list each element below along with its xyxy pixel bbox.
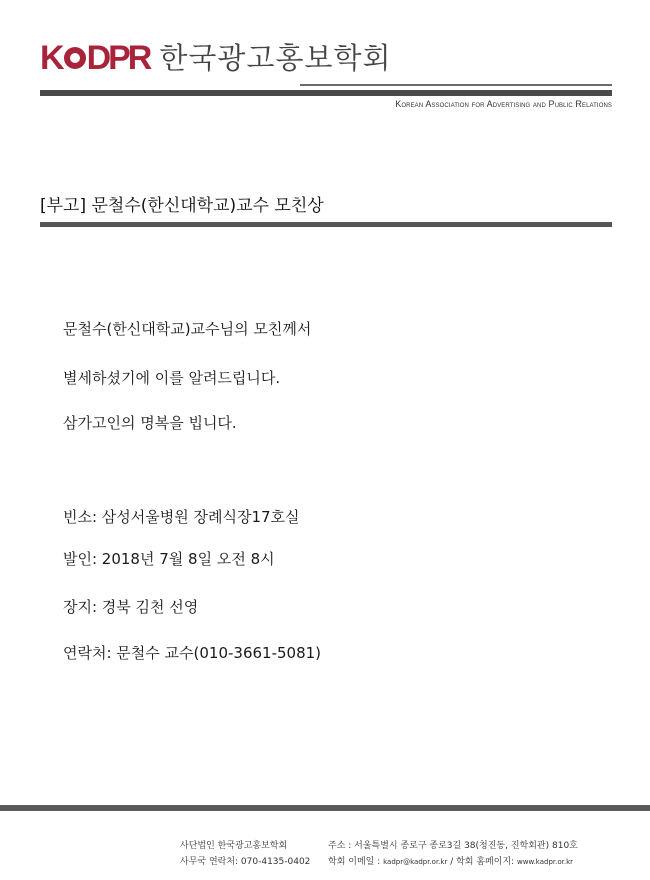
- logo-letters-pr: PR: [108, 39, 150, 77]
- funeral-hall: 빈소: 삼성서울병원 장례식장17호실: [63, 508, 300, 526]
- logo-letter-k: K: [40, 39, 62, 77]
- org-name-english: Korean Association for Advertising and Public Relations: [395, 99, 612, 109]
- footer-divider: [0, 805, 650, 811]
- logo-letter-d: D: [86, 39, 109, 77]
- footer-address: 주소 : 서울특별시 종로구 종로3길 38(청진동, 진학회관) 810호: [328, 841, 578, 851]
- footer-homepage-link[interactable]: www.kadpr.or.kr: [517, 858, 574, 866]
- header-divider-thin: [300, 84, 612, 86]
- notice-line-2: 별세하셨기에 이를 알려드립니다.: [63, 369, 281, 387]
- burial-place: 장지: 경북 김천 선영: [63, 598, 199, 616]
- funeral-procession: 발인: 2018년 7월 8일 오전 8시: [63, 550, 275, 568]
- header-divider: [40, 90, 612, 96]
- footer-email-label: 학회 이메일 :: [328, 857, 381, 867]
- footer-homepage-label: / 학회 홈페이지:: [450, 857, 515, 867]
- kadpr-logo: [40, 38, 391, 78]
- footer-phone: 사무국 연락처: 070-4135-0402: [180, 857, 311, 867]
- notice-line-1: 문철수(한신대학교)교수님의 모친께서: [63, 320, 312, 338]
- org-name-korean: 한국광고홍보학회: [159, 41, 392, 75]
- footer-corp-name: 사단법인 한국광고홍보학회: [180, 841, 288, 851]
- logo-ring-icon: [64, 47, 86, 69]
- title-divider: [40, 222, 612, 227]
- footer: [180, 838, 578, 870]
- notice-title: [부고] 문철수(한신대학교)교수 모친상: [40, 196, 324, 216]
- footer-email-link[interactable]: kadpr@kadpr.or.kr: [383, 858, 448, 866]
- notice-line-3: 삼가고인의 명복을 빕니다.: [63, 414, 237, 432]
- kadpr-logo-mark: [40, 40, 149, 76]
- contact-info: 연락처: 문철수 교수(010-3661-5081): [63, 644, 322, 662]
